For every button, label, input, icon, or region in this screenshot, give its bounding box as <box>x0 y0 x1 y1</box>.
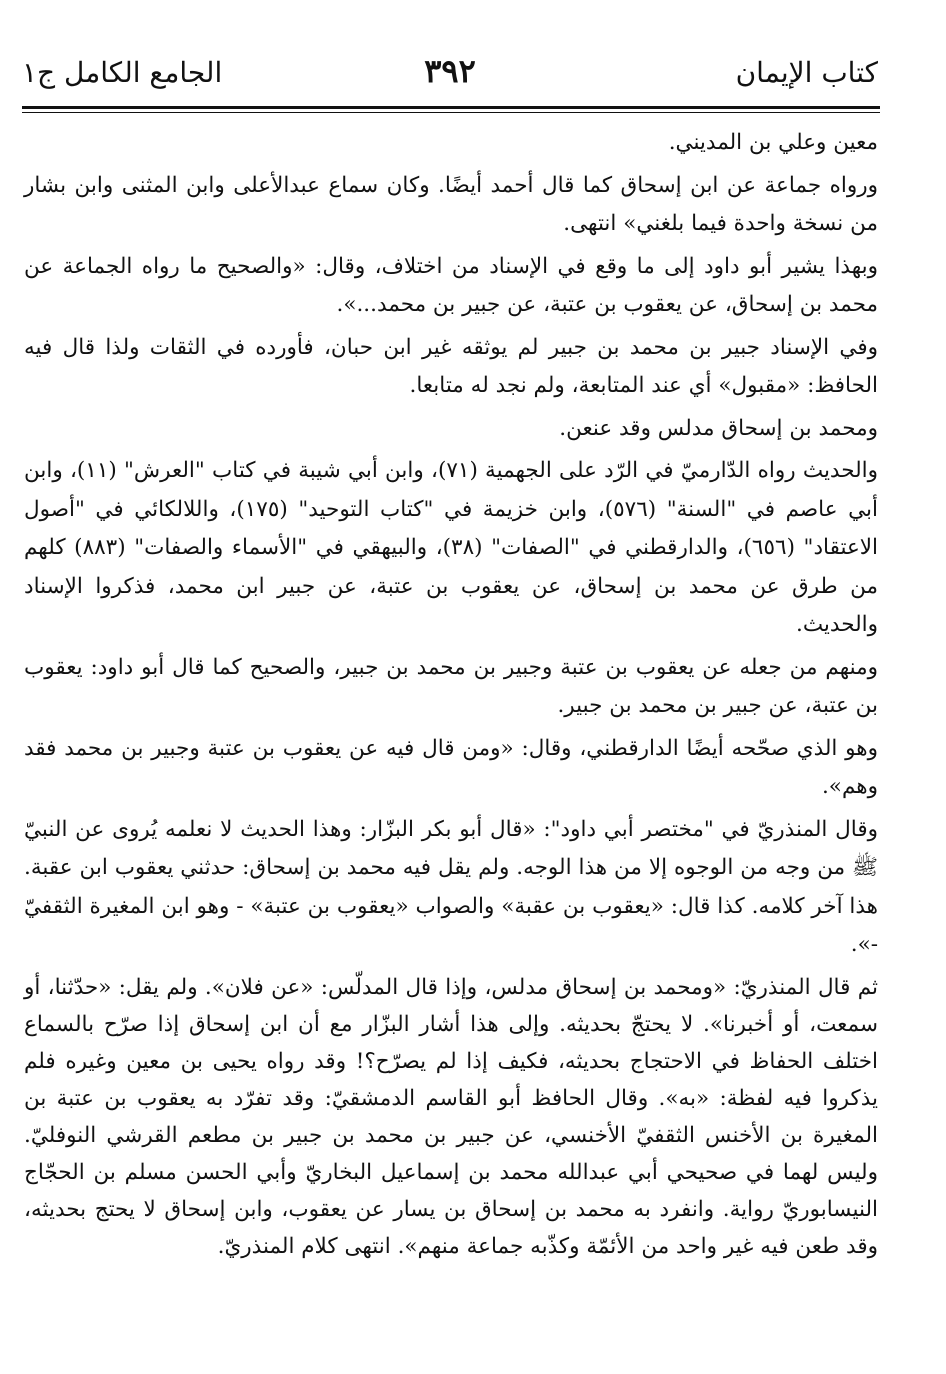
header-rule <box>22 106 880 109</box>
running-head-volume: الجامع الكامل ج١ <box>22 56 223 89</box>
paragraph: وفي الإسناد جبير بن محمد بن جبير لم يوثقه غير ابن حبان، فأورده في الثقات ولذا قال فيه الحافظ: «مقبول» أي عند المتابعة، ولم نجد له متابعا. <box>24 334 878 398</box>
page-body <box>24 124 878 1269</box>
running-head-section: كتاب الإيمان <box>735 56 878 89</box>
paragraph: ومحمد بن إسحاق مدلس وقد عنعن. <box>559 415 878 441</box>
paragraph: ثم قال المنذريّ: «ومحمد بن إسحاق مدلس، وإذا قال المدلّس: «عن فلان». ولم يقل: «حدّثنا، أو سمعت، أو أخبرنا». لا يحتجّ بحديثه. وإلى هذا أشار البزّار مع أن ابن إسحاق إذا صرّح بالسماع اختلف الحفاظ في الاحتجاج بحديثه، فكيف إذا لم يصرّح؟! وقد رواه يحيى بن معين وغيره فلم يذكروا فيه لفظة: «به». وقال الحافظ أبو القاسم الدمشقيّ: وقد تفرّد به يعقوب بن عتبة بن المغيرة بن الأخنس الثقفيّ الأخنسي، عن جبير بن محمد بن جبير بن مطعم القرشي النوفليّ. وليس لهما في صحيحي أبي عبدالله محمد بن إسماعيل البخاريّ وأبي الحسن مسلم بن الحجّاج النيسابوريّ رواية. وانفرد به محمد بن إسحاق بن يسار عن يعقوب، وابن إسحاق لا يحتج بحديثه، وقد طعن فيه غير واحد من الأئمّة وكذّبه جماعة منهم». انتهى كلام المنذريّ. <box>24 974 878 1259</box>
page-number: ٣٩٢ <box>424 52 476 90</box>
header-rule-thin <box>22 112 880 113</box>
paragraph: والحديث رواه الدّارميّ في الرّد على الجهمية (٧١)، وابن أبي شيبة في كتاب "العرش" (١١)، وابن أبي عاصم في "السنة" (٥٧٦)، وابن خزيمة في "كتاب التوحيد" (١٧٥)، واللالكائي في "أصول الاعتقاد" (٦٥٦)، والدارقطني في "الصفات" (٣٨)، والبيهقي في "الأسماء والصفات" (٨٨٣) كلهم من طرق عن محمد بن إسحاق، عن يعقوب بن عتبة، عن جبير ابن محمد، فذكروا الإسناد والحديث. <box>24 458 879 637</box>
paragraph: ورواه جماعة عن ابن إسحاق كما قال أحمد أيضًا. وكان سماع عبدالأعلى وابن المثنى وابن بشار من نسخة واحدة فيما بلغني» انتهى. <box>24 172 878 236</box>
paragraph: معين وعلي بن المديني. <box>668 130 878 155</box>
paragraph: وبهذا يشير أبو داود إلى ما وقع في الإسناد من اختلاف، وقال: «والصحيح ما رواه الجماعة عن محمد بن إسحاق، عن يعقوب بن عتبة، عن جبير بن محمد...». <box>24 253 878 317</box>
paragraph: ومنهم من جعله عن يعقوب بن عتبة وجبير بن محمد بن جبير، والصحيح كما قال أبو داود: يعقوب بن عتبة، عن جبير بن محمد بن جبير. <box>24 654 878 718</box>
page-header <box>22 52 878 98</box>
paragraph: وهو الذي صحّحه أيضًا الدارقطني، وقال: «ومن قال فيه عن يعقوب بن عتبة وجبير بن محمد فقد وهم». <box>24 735 878 799</box>
paragraph: وقال المنذريّ في "مختصر أبي داود": «قال أبو بكر البزّار: وهذا الحديث لا نعلمه يُروى عن النبيّ ﷺ من وجه من الوجوه إلا من هذا الوجه. ولم يقل فيه محمد بن إسحاق: حدثني يعقوب ابن عقبة. هذا آخر كلامه. كذا قال: «يعقوب بن عقبة» والصواب «يعقوب بن عتبة» - وهو ابن المغيرة الثقفيّ -». <box>24 816 878 957</box>
